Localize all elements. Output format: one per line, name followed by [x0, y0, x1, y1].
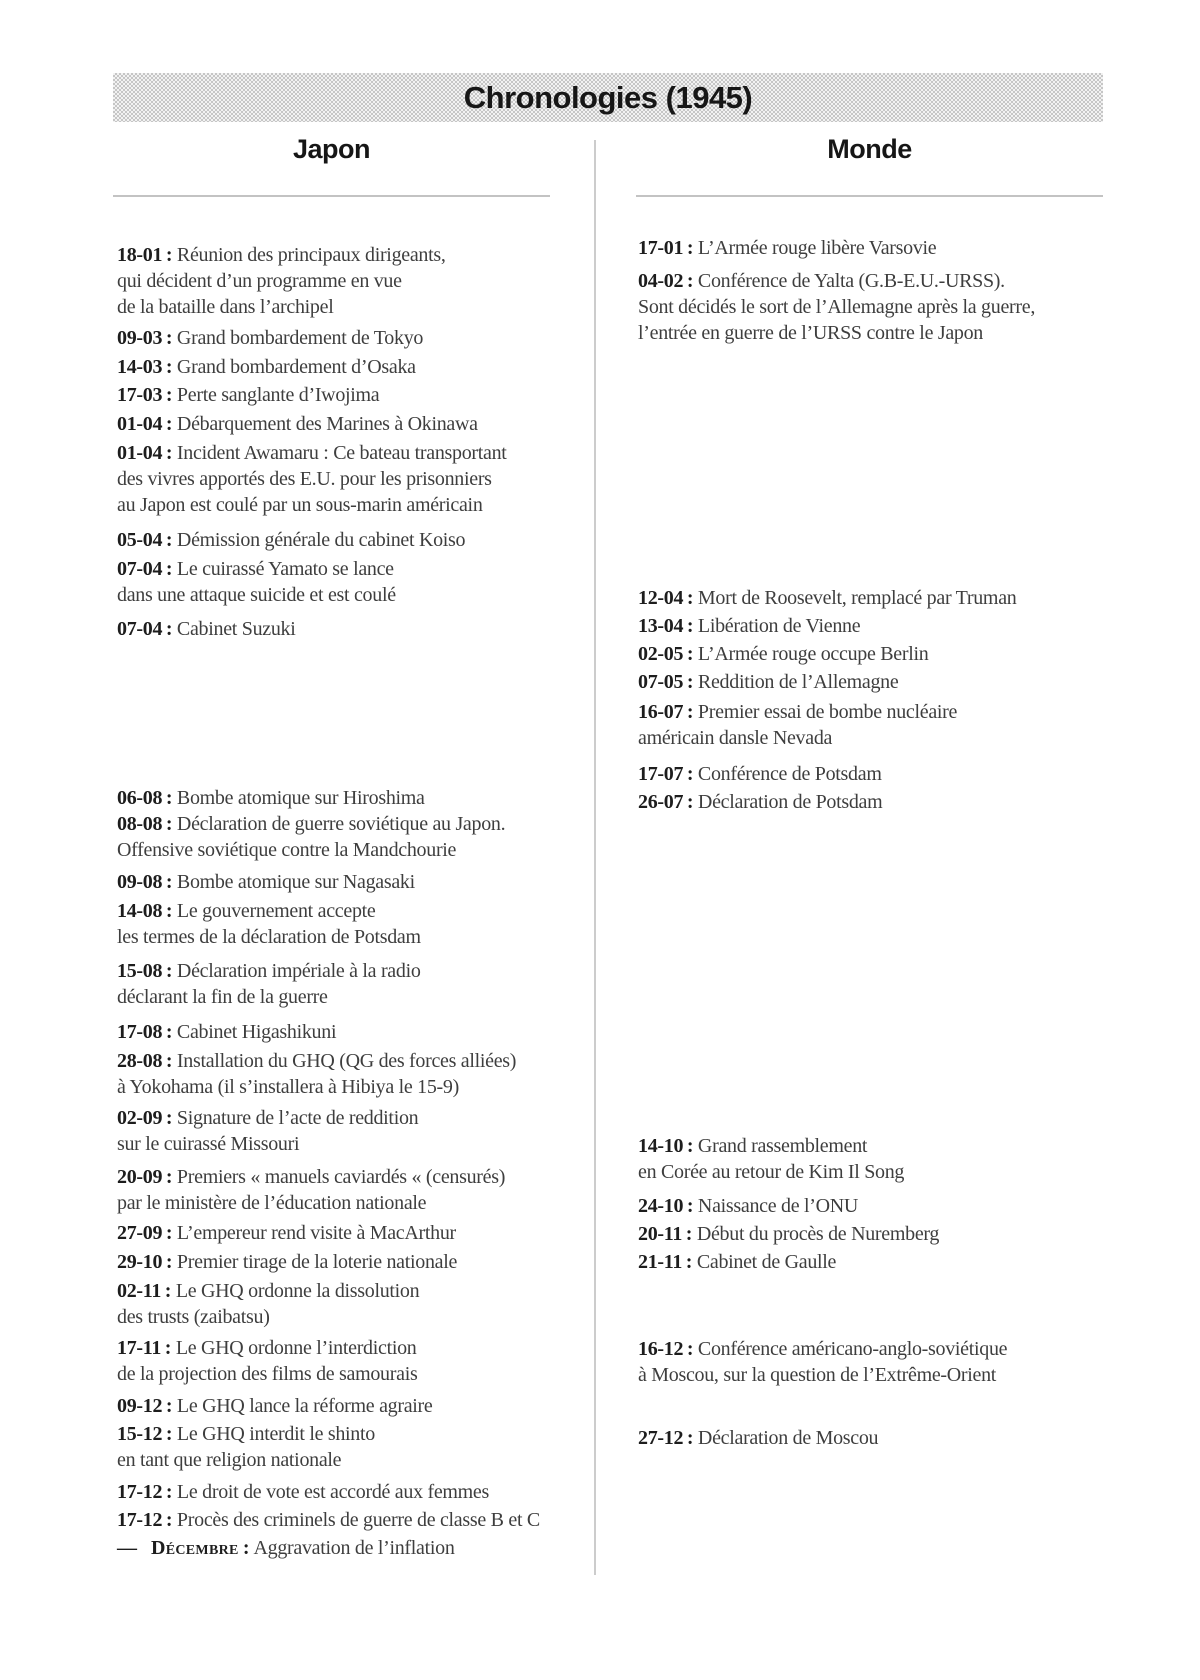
entry-first-line: 17-11 : Le GHQ ordonne l’interdiction	[117, 1337, 417, 1359]
entry-date: 09-03 :	[117, 327, 173, 349]
entry-date: 14-03 :	[117, 356, 173, 378]
entry-continuation-line: à Moscou, sur la question de l’Extrême-Orient	[638, 1364, 997, 1386]
entry-continuation-line: des trusts (zaibatsu)	[117, 1306, 270, 1328]
chronology-entry	[117, 1019, 336, 1045]
entry-date: 07-04 :	[117, 558, 173, 580]
entry-date: 27-12 :	[638, 1427, 694, 1449]
chronology-entry	[117, 869, 415, 895]
entry-first-line: 17-08 : Cabinet Higashikuni	[117, 1021, 337, 1043]
entry-continuation-line: en Corée au retour de Kim Il Song	[638, 1161, 905, 1183]
chronology-entry	[117, 1335, 417, 1387]
chronology-entry	[638, 1249, 836, 1275]
entry-first-line: 17-12 : Le droit de vote est accordé aux femmes	[117, 1481, 489, 1503]
column-monde	[638, 0, 1138, 1680]
entry-first-line: 14-10 : Grand rassemblement	[638, 1135, 868, 1157]
entry-continuation-line: au Japon est coulé par un sous-marin américain	[117, 494, 483, 516]
entry-date: 24-10 :	[638, 1195, 694, 1217]
chronology-entry	[117, 616, 296, 642]
entry-date: 07-04 :	[117, 618, 173, 640]
chronology-entry	[638, 1336, 1007, 1388]
entry-first-line: 13-04 : Libération de Vienne	[638, 615, 861, 637]
entry-first-line: 17-03 : Perte sanglante d’Iwojima	[117, 384, 380, 406]
entry-date: 04-02 :	[638, 270, 694, 292]
entry-continuation-line: Offensive soviétique contre la Mandchourie	[117, 839, 457, 861]
entry-first-line: 07-04 : Cabinet Suzuki	[117, 618, 296, 640]
chronology-entry	[117, 1249, 457, 1275]
entry-date: 06-08 :	[117, 787, 173, 809]
entry-continuation-line: de la projection des films de samourais	[117, 1363, 418, 1385]
entry-first-line: — Décembre : Aggravation de l’inflation	[117, 1537, 455, 1559]
entry-continuation-line: de la bataille dans l’archipel	[117, 296, 334, 318]
entry-first-line: 27-12 : Déclaration de Moscou	[638, 1427, 879, 1449]
chronology-entry	[638, 268, 1035, 346]
entry-date: 26-07 :	[638, 791, 694, 813]
chronology-entry	[117, 440, 507, 518]
entry-first-line: 17-01 : L’Armée rouge libère Varsovie	[638, 237, 937, 259]
chronology-entry	[117, 1421, 375, 1473]
chronology-entry	[117, 1278, 419, 1330]
chronology-entry	[117, 958, 421, 1010]
entry-first-line: 04-02 : Conférence de Yalta (G.B-E.U.-URSS).	[638, 270, 1005, 292]
entry-first-line: 16-12 : Conférence américano-anglo-soviétique	[638, 1338, 1008, 1360]
entry-first-line: 27-09 : L’empereur rend visite à MacArthur	[117, 1222, 456, 1244]
entry-date: 17-07 :	[638, 763, 694, 785]
chronology-entry	[638, 669, 898, 695]
dash-prefix: —	[117, 1537, 137, 1559]
entry-first-line: 06-08 : Bombe atomique sur Hiroshima	[117, 787, 425, 809]
entry-continuation-line: à Yokohama (il s’installera à Hibiya le 15-9)	[117, 1076, 459, 1098]
entry-date: 28-08 :	[117, 1050, 173, 1072]
entry-continuation-line: dans une attaque suicide et est coulé	[117, 584, 396, 606]
entry-date: 07-05 :	[638, 671, 694, 693]
entry-date: 12-04 :	[638, 587, 694, 609]
entry-date: 17-01 :	[638, 237, 694, 259]
entry-first-line: 09-03 : Grand bombardement de Tokyo	[117, 327, 424, 349]
chronology-entry	[117, 556, 396, 608]
entry-date: 16-07 :	[638, 701, 694, 723]
entry-first-line: 24-10 : Naissance de l’ONU	[638, 1195, 859, 1217]
chronology-entry	[638, 789, 882, 815]
entry-first-line: 12-04 : Mort de Roosevelt, remplacé par Truman	[638, 587, 1017, 609]
chronology-entry	[638, 585, 1016, 611]
entry-date: 16-12 :	[638, 1338, 694, 1360]
entry-first-line: 14-03 : Grand bombardement d’Osaka	[117, 356, 416, 378]
entry-date: 17-03 :	[117, 384, 173, 406]
entry-first-line: 17-12 : Procès des criminels de guerre de classe B et C	[117, 1509, 540, 1531]
chronology-entry	[117, 1105, 418, 1157]
entry-continuation-line: déclarant la fin de la guerre	[117, 986, 328, 1008]
entry-first-line: 29-10 : Premier tirage de la loterie nationale	[117, 1251, 458, 1273]
entry-date: 21-11 :	[638, 1251, 693, 1273]
page-title: Chronologies (1945)	[463, 80, 753, 115]
entry-date: 05-04 :	[117, 529, 173, 551]
entry-first-line: 02-11 : Le GHQ ordonne la dissolution	[117, 1280, 420, 1302]
entry-continuation-line: par le ministère de l’éducation nationale	[117, 1192, 427, 1214]
chronology-entry	[117, 785, 425, 811]
entry-first-line: 09-08 : Bombe atomique sur Nagasaki	[117, 871, 415, 893]
entry-first-line: 20-09 : Premiers « manuels caviardés « (censurés)	[117, 1166, 506, 1188]
chronology-entry	[638, 699, 957, 751]
entry-date: 17-12 :	[117, 1481, 173, 1503]
chronology-entry	[117, 411, 478, 437]
entry-continuation-line: américain dansle Nevada	[638, 727, 833, 749]
entry-continuation-line: en tant que religion nationale	[117, 1449, 342, 1471]
entry-first-line: 21-11 : Cabinet de Gaulle	[638, 1251, 837, 1273]
entry-date: 29-10 :	[117, 1251, 173, 1273]
chronology-entry	[117, 354, 416, 380]
chronology-entry	[117, 1220, 456, 1246]
entry-continuation-line: Sont décidés le sort de l’Allemagne après la guerre,	[638, 296, 1036, 318]
chronology-entry	[638, 1133, 904, 1185]
chronology-entry	[638, 1221, 939, 1247]
entry-date: 08-08 :	[117, 813, 173, 835]
chronology-entry	[117, 898, 421, 950]
chronology-entry	[117, 1393, 432, 1419]
column-title-monde: Monde	[827, 134, 912, 164]
entry-date: 02-09 :	[117, 1107, 173, 1129]
column-title-japon: Japon	[292, 134, 370, 164]
entry-first-line: 02-09 : Signature de l’acte de reddition	[117, 1107, 419, 1129]
chronology-entry	[638, 613, 860, 639]
chronology-entry	[117, 242, 446, 320]
entry-continuation-line: qui décident d’un programme en vue	[117, 270, 402, 292]
entry-date: 14-08 :	[117, 900, 173, 922]
chronology-entry	[117, 382, 379, 408]
entry-date: 01-04 :	[117, 442, 173, 464]
chronology-entry	[117, 527, 465, 553]
entry-date: 13-04 :	[638, 615, 694, 637]
entry-first-line: 18-01 : Réunion des principaux dirigeants,	[117, 244, 446, 266]
chronology-entry	[638, 761, 882, 787]
entry-first-line: 14-08 : Le gouvernement accepte	[117, 900, 376, 922]
chronology-entry	[638, 235, 936, 261]
entry-first-line: 16-07 : Premier essai de bombe nucléaire	[638, 701, 958, 723]
entry-date: 09-08 :	[117, 871, 173, 893]
entry-first-line: 05-04 : Démission générale du cabinet Koiso	[117, 529, 466, 551]
entry-continuation-line: sur le cuirassé Missouri	[117, 1133, 300, 1155]
chronology-entry	[117, 1507, 540, 1533]
chronology-entry	[117, 1479, 489, 1505]
entry-first-line: 01-04 : Incident Awamaru : Ce bateau transportant	[117, 442, 507, 464]
entry-continuation-line: des vivres apportés des E.U. pour les prisonniers	[117, 468, 492, 490]
entry-first-line: 15-12 : Le GHQ interdit le shinto	[117, 1423, 375, 1445]
entry-first-line: 07-05 : Reddition de l’Allemagne	[638, 671, 899, 693]
entry-date: Décembre :	[151, 1537, 250, 1559]
column-japon	[117, 0, 595, 1680]
chronology-entry	[117, 1164, 505, 1216]
entry-date: 17-08 :	[117, 1021, 173, 1043]
chronology-entry	[638, 641, 928, 667]
entry-first-line: 08-08 : Déclaration de guerre soviétique au Japon.	[117, 813, 506, 835]
entry-first-line: 20-11 : Début du procès de Nuremberg	[638, 1223, 940, 1245]
entry-date: 17-11 :	[117, 1337, 172, 1359]
chronology-entry	[117, 1535, 455, 1561]
entry-continuation-line: l’entrée en guerre de l’URSS contre le Japon	[638, 322, 984, 344]
entry-continuation-line: les termes de la déclaration de Potsdam	[117, 926, 421, 948]
chronology-entry	[117, 1048, 516, 1100]
entry-first-line: 02-05 : L’Armée rouge occupe Berlin	[638, 643, 929, 665]
chronology-entry	[117, 325, 423, 351]
entry-date: 15-12 :	[117, 1423, 173, 1445]
chronology-entry	[638, 1425, 878, 1451]
entry-date: 14-10 :	[638, 1135, 694, 1157]
entry-date: 01-04 :	[117, 413, 173, 435]
entry-date: 17-12 :	[117, 1509, 173, 1531]
entry-date: 15-08 :	[117, 960, 173, 982]
entry-date: 02-11 :	[117, 1280, 172, 1302]
entry-date: 27-09 :	[117, 1222, 173, 1244]
entry-first-line: 15-08 : Déclaration impériale à la radio	[117, 960, 421, 982]
chronology-entry	[638, 1193, 858, 1219]
chronology-entry	[117, 811, 505, 863]
entry-date: 18-01 :	[117, 244, 173, 266]
entry-date: 20-11 :	[638, 1223, 693, 1245]
entry-first-line: 28-08 : Installation du GHQ (QG des forces alliées)	[117, 1050, 517, 1072]
entry-date: 09-12 :	[117, 1395, 173, 1417]
entry-date: 20-09 :	[117, 1166, 173, 1188]
entry-first-line: 26-07 : Déclaration de Potsdam	[638, 791, 883, 813]
entry-first-line: 09-12 : Le GHQ lance la réforme agraire	[117, 1395, 433, 1417]
entry-first-line: 07-04 : Le cuirassé Yamato se lance	[117, 558, 394, 580]
entry-first-line: 01-04 : Débarquement des Marines à Okinawa	[117, 413, 478, 435]
entry-first-line: 17-07 : Conférence de Potsdam	[638, 763, 882, 785]
entry-date: 02-05 :	[638, 643, 694, 665]
